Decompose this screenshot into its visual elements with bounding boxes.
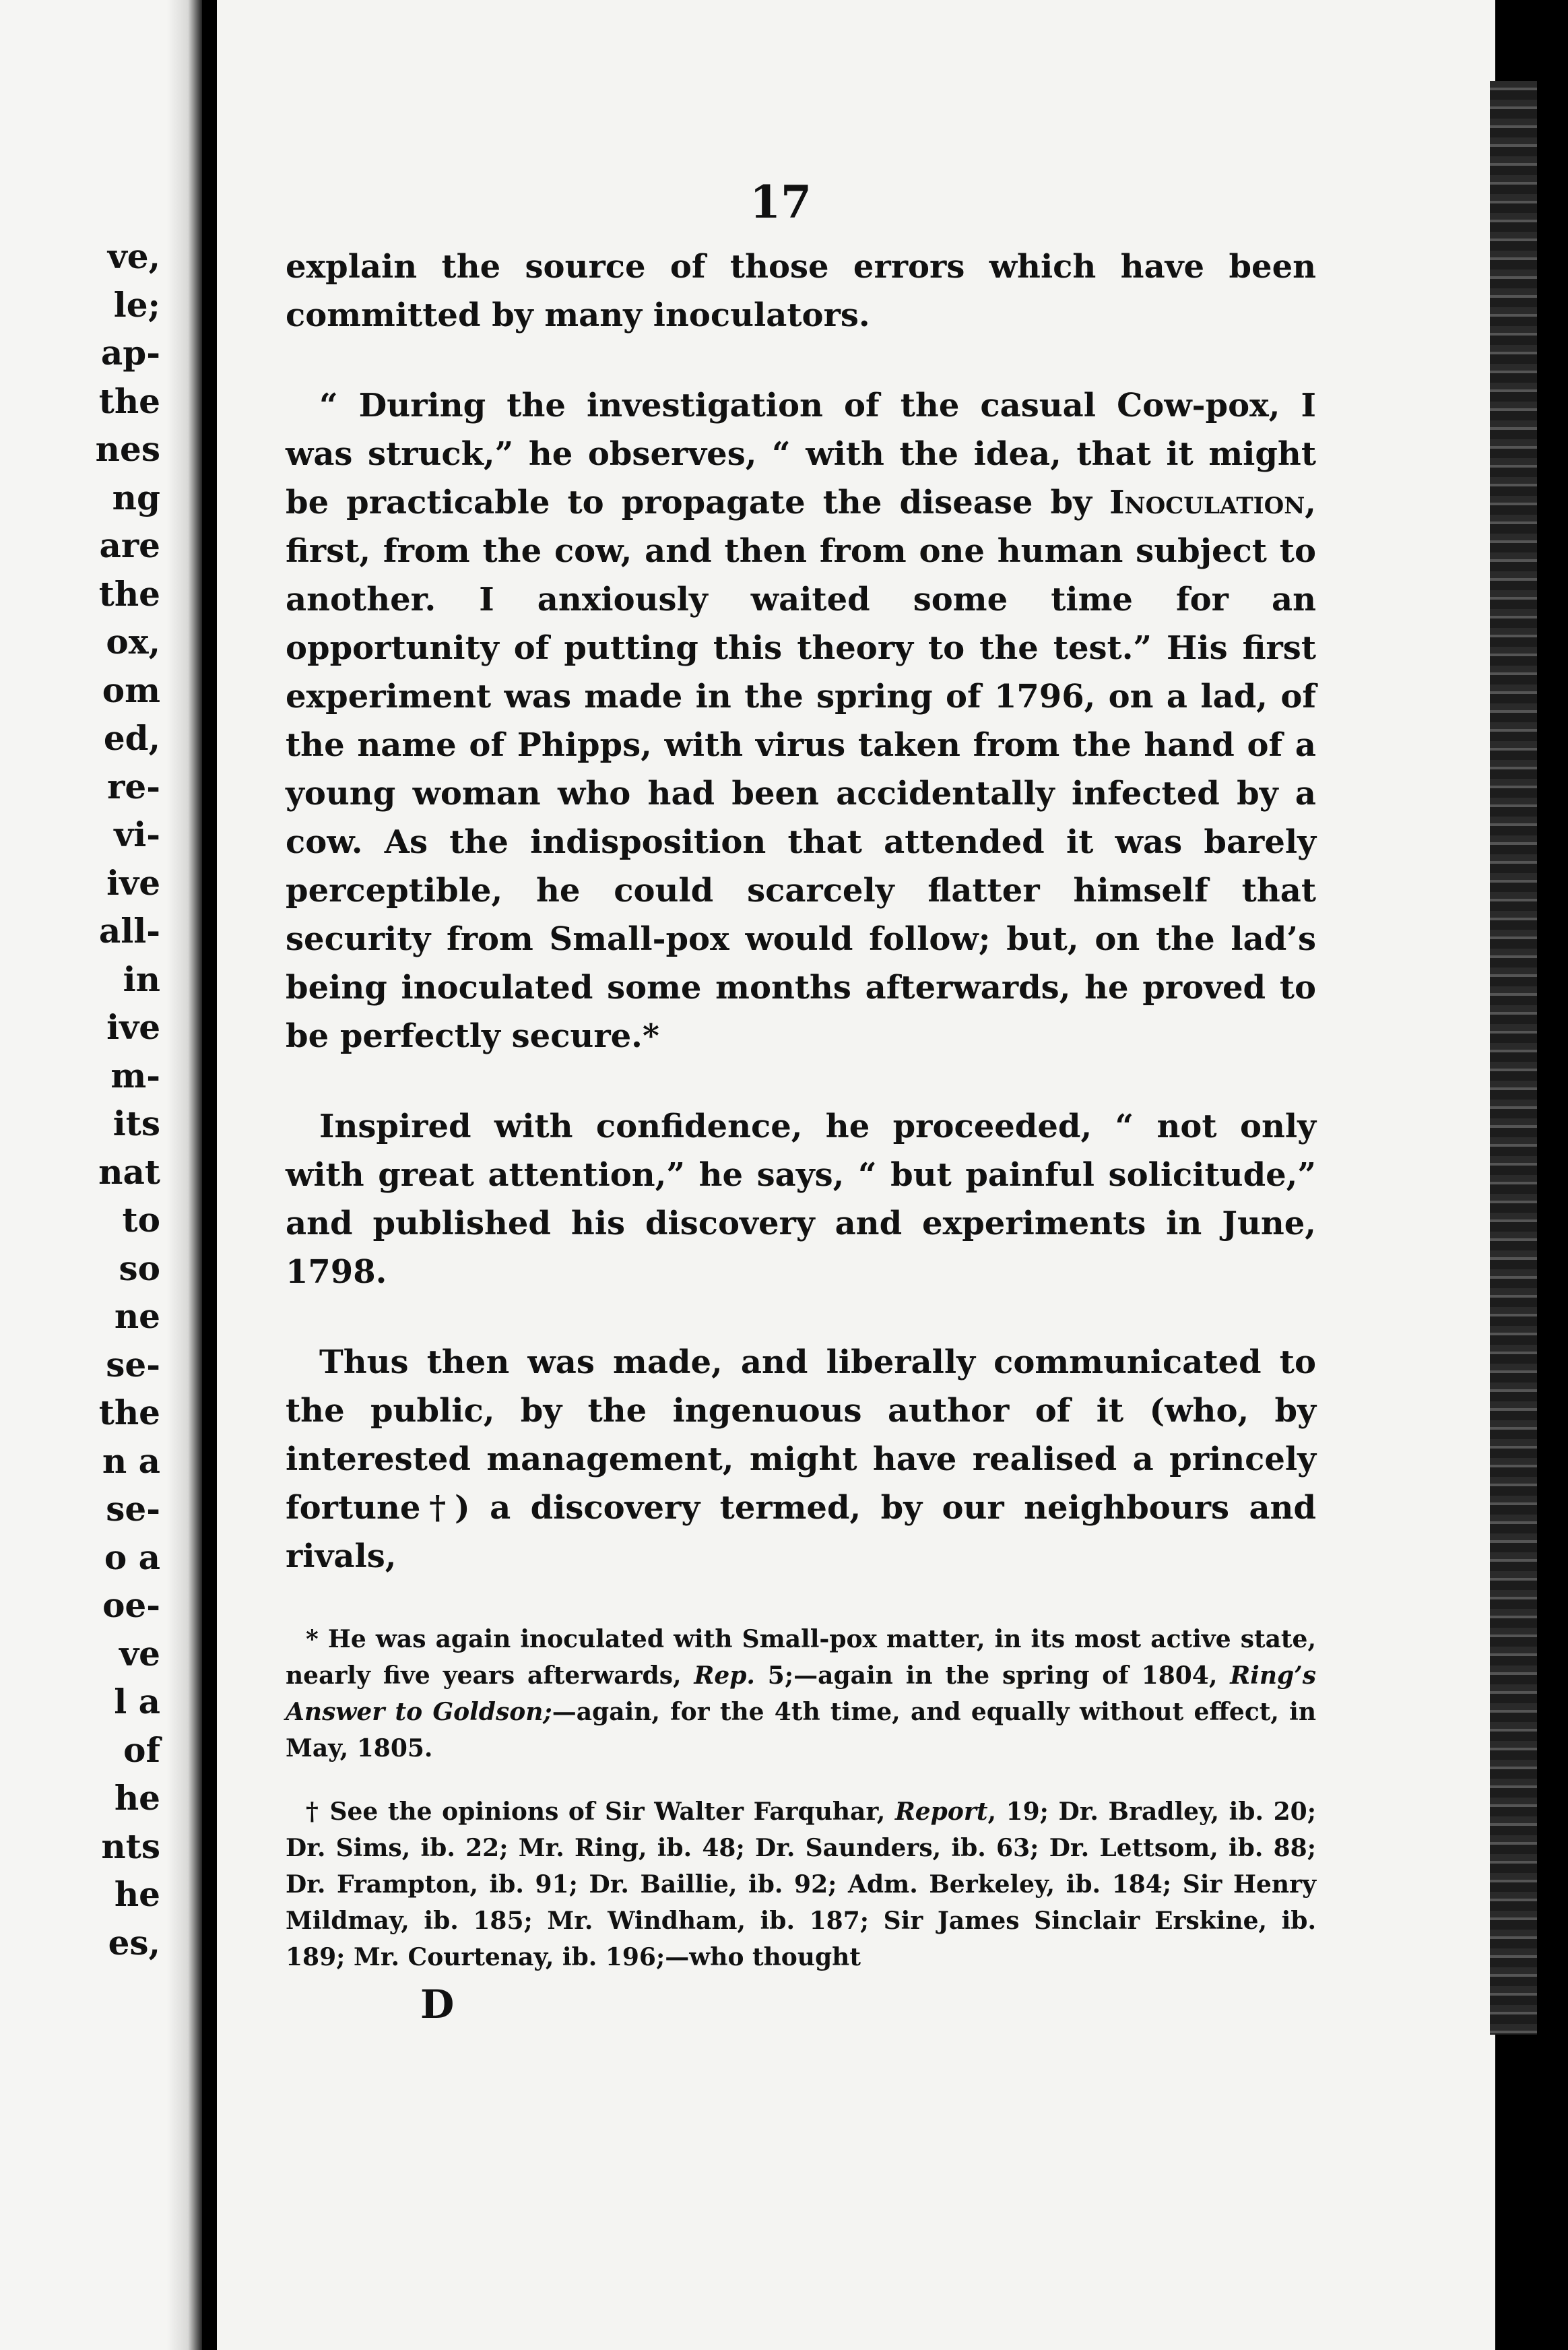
scan-border xyxy=(1537,0,1568,2350)
facing-page-fragment: the xyxy=(98,381,160,421)
facing-page-fragment: ive xyxy=(106,1007,160,1047)
inoculation-term: Inoculation xyxy=(1109,484,1305,521)
page-content xyxy=(286,175,1316,2028)
facing-page-fragment: m- xyxy=(110,1055,160,1095)
paragraph-inspired: Inspired with confidence, he proceeded, “ not only with great attention,” he says, “ but painful solicitude,” and published his discovery and experiments in June, 1798. xyxy=(286,1108,1316,1291)
paragraph-continuation: explain the source of those errors which have been committed by many inoculators. xyxy=(286,248,1316,334)
facing-page-fragment: o a xyxy=(104,1537,160,1577)
facing-page-fragment: all- xyxy=(98,911,160,951)
facing-page-fragment: ive xyxy=(106,862,160,903)
facing-page-fragment: to xyxy=(122,1200,160,1240)
facing-page-fragment: se- xyxy=(106,1344,160,1385)
paragraph-quote: “ During the investigation of the casual Cow-pox, I was struck,” he observes, “ with the idea, that it might be practicable to propagate the disease by Inoculation, first, from the cow, and then from one human subject to another. I anxiously waited some time for an opportunity of putting this theory to the test.” His first experiment was made in the spring of 1796, on a lad, of the name of Phipps, with virus taken from the hand of a young woman who had been accidentally infected by a cow. As the indisposition that attended it was barely perceptible, he could scarcely flatter himself that security from Small-pox would follow; but, on the lad’s being inoculated some months afterwards, he proved to be perfectly secure.* xyxy=(286,387,1316,1055)
facing-page-fragment: nes xyxy=(95,429,160,469)
book-binding-edge xyxy=(1490,81,1537,2035)
facing-page-text-fragments xyxy=(0,232,160,1967)
facing-page-fragment: so xyxy=(119,1248,160,1288)
page-gutter xyxy=(167,0,202,2350)
facing-page-fragment: ve, xyxy=(107,236,160,276)
footnote-2: † See the opinions of Sir Walter Farquhar, Report, 19; Dr. Bradley, ib. 20; Dr. Sims, ib. 22; Mr. Ring, ib. 48; Dr. Saunders, ib. 63; Dr. Lettsom, ib. 88; Dr. Frampton, ib. 91; Dr. Baillie, ib. 92; Adm. Berkeley, ib. 184; Sir Henry Mildmay, ib. 185; Mr. Windham, ib. 187; Sir James Sinclair Erskine, ib. 189; Mr. Courtenay, ib. 196;—who thought xyxy=(286,1798,1316,1971)
facing-page-fragment: he xyxy=(114,1874,160,1914)
facing-page-fragment: ap- xyxy=(100,333,160,373)
facing-page-fragment: ne xyxy=(114,1296,160,1336)
facing-page xyxy=(0,0,202,2350)
facing-page-fragment: its xyxy=(112,1104,160,1143)
facing-page-fragment: om xyxy=(102,670,160,710)
book-page xyxy=(217,0,1495,2350)
facing-page-fragment: re- xyxy=(107,766,160,806)
facing-page-fragment: se- xyxy=(106,1489,160,1529)
facing-page-fragment: in xyxy=(123,959,160,999)
facing-page-fragment: nts xyxy=(101,1826,160,1866)
facing-page-fragment: ve xyxy=(119,1633,160,1674)
facing-page-fragment: the xyxy=(98,573,160,614)
paragraph-thus: Thus then was made, and liberally communicated to the public, by the ingenuous author of it (who, by interested management, might have realised a princely fortune†) a discovery termed, by our neighbours and rivals, xyxy=(286,1343,1316,1575)
footnote-1: * He was again inoculated with Small-pox matter, in its most active state, nearly five years afterwards, Rep. 5;—again in the spring of 1804, Ring’s Answer to Goldson;—again, for the 4th time, and equally without effect, in May, 1805. xyxy=(286,1625,1316,1762)
facing-page-fragment: ed, xyxy=(103,718,160,758)
facing-page-fragment: vi- xyxy=(114,815,160,854)
facing-page-fragment: es, xyxy=(108,1922,160,1963)
facing-page-fragment: le; xyxy=(113,284,160,325)
facing-page-fragment: of xyxy=(123,1729,160,1770)
facing-page-fragment: he xyxy=(114,1778,160,1818)
facing-page-fragment: nat xyxy=(98,1151,160,1192)
facing-page-fragment: are xyxy=(99,526,160,565)
facing-page-fragment: n a xyxy=(102,1440,160,1481)
facing-page-fragment: ox, xyxy=(106,622,160,662)
signature-mark: D xyxy=(420,1981,455,2027)
facing-page-fragment: l a xyxy=(114,1682,160,1721)
facing-page-fragment: ng xyxy=(112,477,160,517)
page-number: 17 xyxy=(750,176,812,228)
facing-page-fragment: the xyxy=(98,1393,160,1432)
facing-page-fragment: oe- xyxy=(102,1585,160,1625)
footnotes xyxy=(286,1621,1316,1975)
